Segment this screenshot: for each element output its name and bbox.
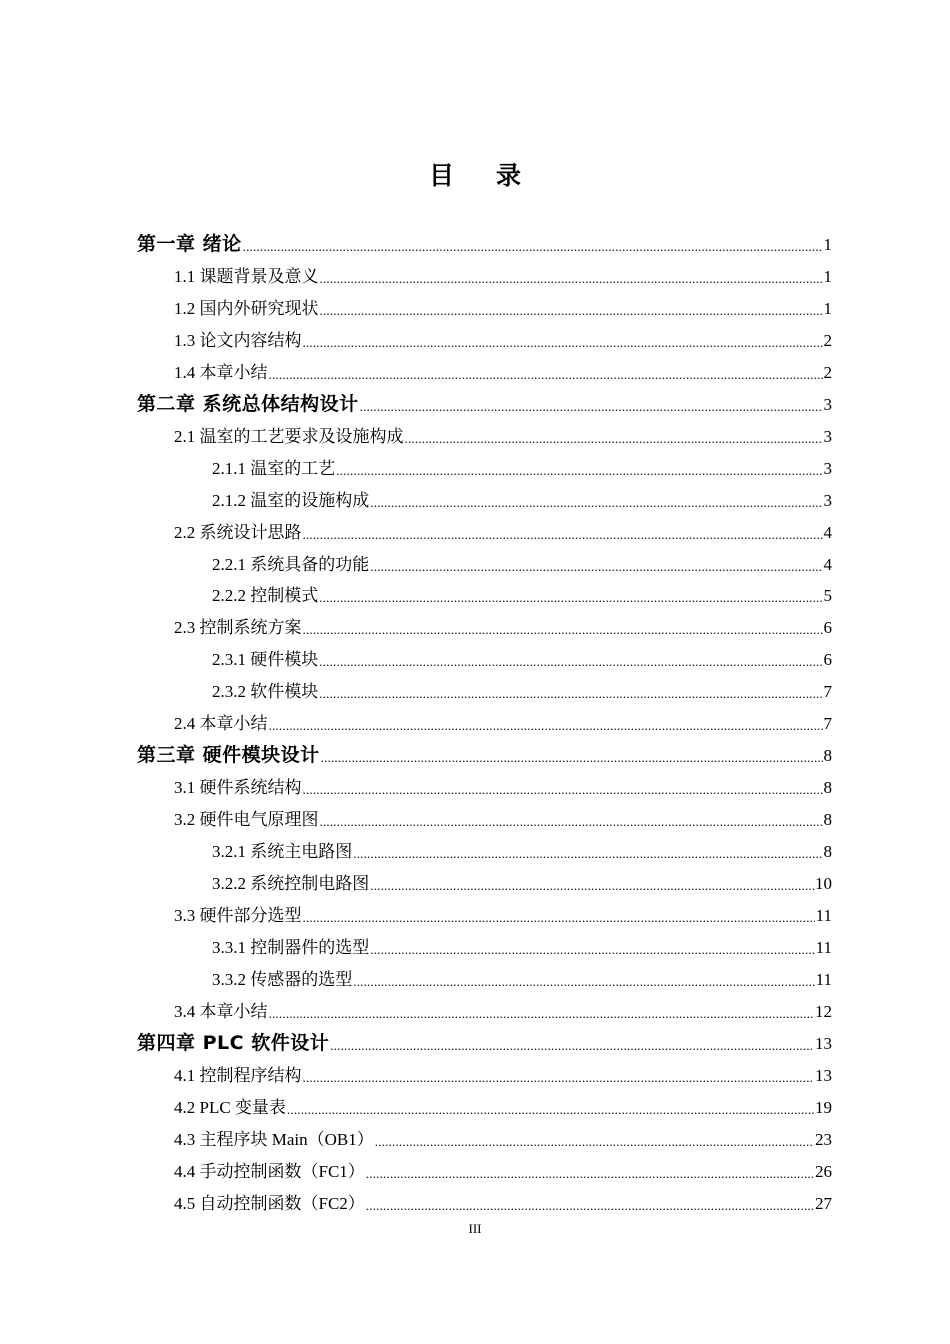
toc-dot-leader (366, 1197, 814, 1215)
toc-section-entry[interactable] (212, 639, 832, 671)
toc-entry-page: 4 (823, 522, 832, 542)
toc-entry-label: 4.4 手动控制函数（FC1） (174, 1161, 365, 1181)
toc-section-entry[interactable] (174, 1119, 832, 1151)
toc-chapter-entry[interactable] (137, 224, 832, 256)
page-title: 目录 (428, 161, 563, 190)
toc-dot-leader (303, 334, 823, 352)
toc-section-entry[interactable] (212, 831, 832, 863)
toc-section-entry[interactable] (212, 959, 832, 991)
toc-dot-leader (370, 494, 822, 512)
toc-section-entry[interactable] (174, 703, 832, 735)
toc-entry-page: 5 (823, 586, 832, 606)
toc-dot-leader (366, 1165, 814, 1183)
toc-entry-label: 2.4 本章小结 (174, 714, 268, 734)
toc-entry-label: 3.2 硬件电气原理图 (174, 810, 319, 830)
toc-dot-leader (353, 973, 814, 991)
toc-section-entry[interactable] (174, 607, 832, 639)
toc-section-entry[interactable] (212, 671, 832, 703)
toc-entry-page: 11 (815, 937, 832, 957)
toc-dot-leader (336, 462, 822, 480)
toc-section-entry[interactable] (174, 416, 832, 448)
toc-entry-label: 第二章 系统总体结构设计 (137, 392, 359, 415)
toc-entry-page: 13 (815, 1065, 832, 1085)
toc-dot-leader (320, 813, 823, 831)
toc-chapter-entry[interactable] (137, 735, 832, 767)
toc-entry-page: 2 (823, 330, 832, 350)
toc-entry-label: 2.1.1 温室的工艺 (212, 458, 336, 478)
toc-dot-leader (243, 238, 823, 256)
toc-entry-page: 8 (823, 778, 832, 798)
toc-entry-label: 2.3 控制系统方案 (174, 618, 302, 638)
toc-entry-page: 6 (823, 618, 832, 638)
toc-entry-label: 3.3 硬件部分选型 (174, 905, 302, 925)
toc-entry-label: 1.2 国内外研究现状 (174, 298, 319, 318)
toc-section-entry[interactable] (174, 256, 832, 288)
toc-section-entry[interactable] (174, 320, 832, 352)
toc-entry-page: 4 (823, 554, 832, 574)
toc-dot-leader (330, 1037, 814, 1055)
toc-entry-page: 10 (815, 874, 832, 893)
toc-entry-page: 7 (823, 682, 832, 702)
toc-section-entry[interactable] (174, 288, 832, 320)
toc-entry-page: 19 (815, 1097, 832, 1117)
toc-entry-page: 8 (823, 842, 832, 862)
toc-chapter-entry[interactable] (137, 384, 832, 416)
toc-section-entry[interactable] (174, 1183, 832, 1215)
toc-section-entry[interactable] (174, 1151, 832, 1183)
toc-entry-page: 1 (823, 235, 832, 254)
toc-entry-label: 第四章 PLC 软件设计 (137, 1031, 330, 1054)
toc-section-entry[interactable] (174, 512, 832, 544)
toc-dot-leader (353, 845, 822, 863)
toc-entry-page: 26 (815, 1161, 832, 1181)
toc-entry-label: 2.1 温室的工艺要求及设施构成 (174, 426, 404, 446)
toc-dot-leader (360, 398, 823, 416)
toc-dot-leader (319, 685, 822, 703)
toc-dot-leader (321, 749, 823, 767)
toc-entry-label: 3.2.2 系统控制电路图 (212, 874, 370, 893)
toc-entry-page: 2 (823, 362, 832, 382)
toc-section-entry[interactable] (174, 991, 832, 1023)
toc-section-entry[interactable] (174, 799, 832, 831)
toc-dot-leader (375, 1133, 814, 1151)
toc-entry-page: 8 (823, 746, 832, 766)
toc-entry-page: 1 (823, 266, 832, 286)
toc-entry-page: 11 (815, 969, 832, 989)
toc-dot-leader (370, 941, 814, 959)
toc-section-entry[interactable] (174, 767, 832, 799)
toc-dot-leader (269, 717, 823, 735)
toc-entry-page: 1 (823, 298, 832, 318)
toc-entry-label: 3.1 硬件系统结构 (174, 778, 302, 798)
toc-entry-label: 4.5 自动控制函数（FC2） (174, 1193, 365, 1213)
toc-entry-label: 3.4 本章小结 (174, 1001, 268, 1021)
toc-dot-leader (303, 526, 823, 544)
toc-entry-page: 23 (815, 1129, 832, 1149)
toc-dot-leader (269, 1005, 815, 1023)
toc-section-entry[interactable] (174, 895, 832, 927)
toc-entry-label: 1.4 本章小结 (174, 362, 268, 382)
toc-entry-label: 第三章 硬件模块设计 (137, 744, 320, 767)
toc-entry-label: 1.1 课题背景及意义 (174, 266, 319, 286)
toc-entry-label: 3.3.2 传感器的选型 (212, 969, 353, 989)
toc-entry-label: 4.2 PLC 变量表 (174, 1097, 286, 1117)
toc-section-entry[interactable] (212, 927, 832, 959)
toc-entry-label: 2.1.2 温室的设施构成 (212, 490, 370, 510)
toc-entry-label: 2.2 系统设计思路 (174, 522, 302, 542)
toc-dot-leader (269, 366, 823, 384)
toc-section-entry[interactable] (212, 575, 832, 607)
toc-entry-label: 1.3 论文内容结构 (174, 330, 302, 350)
toc-entry-label: 3.3.1 控制器件的选型 (212, 937, 370, 957)
toc-entry-label: 第一章 绪论 (137, 233, 242, 255)
page-number: III (468, 1221, 482, 1236)
toc-section-entry[interactable] (174, 1087, 832, 1119)
toc-entry-label: 2.2.1 系统具备的功能 (212, 554, 370, 574)
toc-entry-page: 3 (823, 426, 832, 446)
toc-chapter-entry[interactable] (137, 1023, 832, 1055)
toc-entry-label: 2.2.2 控制模式 (212, 586, 319, 606)
toc-entry-label: 4.3 主程序块 Main（OB1） (174, 1129, 374, 1149)
toc-section-entry[interactable] (212, 448, 832, 480)
toc-entry-page: 12 (815, 1001, 832, 1021)
toc-entry-page: 11 (815, 905, 832, 925)
toc-entry-label: 3.2.1 系统主电路图 (212, 842, 353, 862)
toc-dot-leader (303, 909, 815, 927)
toc-entry-page: 27 (815, 1193, 832, 1213)
toc-dot-leader (405, 430, 823, 448)
toc-entry-page: 3 (823, 490, 832, 510)
toc-dot-leader (303, 621, 823, 639)
toc-entry-page: 8 (823, 810, 832, 830)
toc-section-entry[interactable] (174, 1055, 832, 1087)
toc-dot-leader (319, 589, 822, 607)
toc-dot-leader (370, 558, 822, 576)
toc-dot-leader (370, 877, 814, 895)
toc-entry-page: 3 (823, 394, 832, 414)
toc-entry-label: 4.1 控制程序结构 (174, 1065, 302, 1085)
toc-entry-page: 7 (823, 714, 832, 734)
toc-dot-leader (287, 1101, 814, 1119)
toc-dot-leader (303, 781, 823, 799)
toc-entry-page: 13 (815, 1033, 832, 1053)
toc-entry-label: 2.3.2 软件模块 (212, 682, 319, 702)
toc-dot-leader (319, 653, 822, 671)
toc-entry-page: 3 (823, 458, 832, 478)
toc-section-entry[interactable] (212, 863, 832, 895)
toc-dot-leader (320, 270, 823, 288)
toc-dot-leader (320, 302, 823, 320)
toc-entry-page: 6 (823, 650, 832, 670)
toc-section-entry[interactable] (212, 480, 832, 512)
toc-section-entry[interactable] (174, 352, 832, 384)
toc-entry-label: 2.3.1 硬件模块 (212, 650, 319, 670)
toc-section-entry[interactable] (212, 544, 832, 576)
toc-dot-leader (303, 1069, 815, 1087)
